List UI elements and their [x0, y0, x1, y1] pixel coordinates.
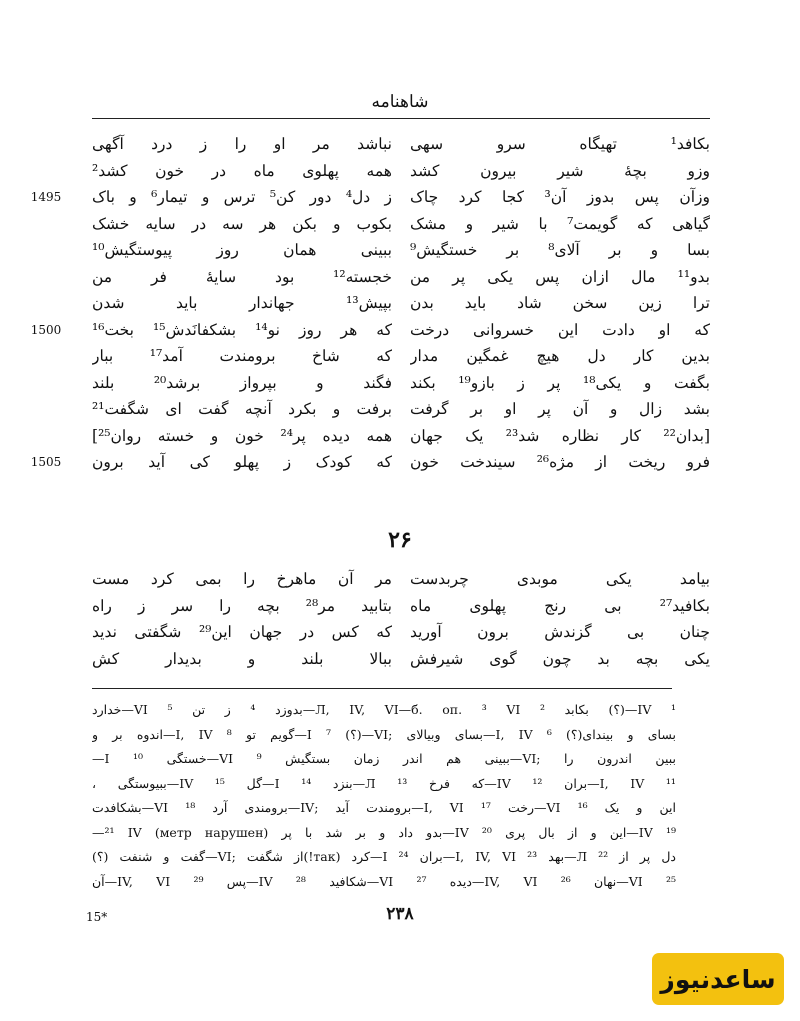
- verse-row: [92, 158, 710, 185]
- verse-row: [92, 593, 710, 620]
- verse-row: [92, 343, 710, 370]
- hemistich-left: خجسته¹² بود سایهٔ فر من: [92, 267, 392, 286]
- footnote-line: ¹⁹ IV—این و از بال پری ²⁰ IV—بدو داد و بر شد با پر (метр нарушен) ²¹ IV—: [92, 824, 676, 840]
- footnotes: [92, 698, 676, 894]
- verse-row: [92, 370, 710, 397]
- hemistich-left: ز دل⁴ دور کن⁵ ترس و تیمار⁶ و باک: [92, 188, 392, 206]
- page-signature: 15*: [86, 910, 108, 924]
- hemistich-right: بکافید²⁷ بی رنج پهلوی ماه: [410, 596, 710, 615]
- verse-row: [30, 317, 710, 344]
- hemistich-left: برفت و بکرد آنچه گفت ای شگفت²¹: [92, 400, 392, 418]
- hemistich-right: بشد زال و آن پر او بر گرفت: [410, 400, 710, 418]
- footnote-line: ²⁵ VI—نهان ²⁶ IV, VI—دیده ²⁷ VI—شکافید ²⁸ IV—پس ²⁹ IV, VI—آن: [92, 873, 676, 889]
- hemistich-left: نباشد مر او را ز درد آگهی: [92, 135, 392, 153]
- hemistich-left: بکوب و بکن هر سه در سایه خشک: [92, 214, 392, 233]
- hemistich-left: بپیش¹³ جهاندار باید شدن: [92, 294, 392, 312]
- hemistich-left: مر آن ماهرخ را بمی کرد مست: [92, 570, 392, 588]
- hemistich-right: بیامد یکی موبدی چربدست: [410, 570, 710, 588]
- hemistich-right: فرو ریخت از مژه²⁶ سیندخت خون: [410, 453, 710, 471]
- hemistich-left: همه دیده پر²⁴ خون و خسته روان²⁵]: [92, 426, 392, 445]
- verse-block-top: [30, 131, 710, 476]
- verse-row: [30, 184, 710, 211]
- hemistich-left: بتابید مر²⁸ بچه را سر ز راه: [92, 596, 392, 615]
- hemistich-right: بکافد¹ تهیگاه سرو سهی: [410, 135, 710, 153]
- verse-row: [92, 131, 710, 158]
- verse-line-number: 1500: [30, 322, 62, 337]
- hemistich-right: ترا زین سخن شاد باید بدن: [410, 294, 710, 312]
- verse-row: [92, 211, 710, 238]
- hemistich-right: یکی بچه بد چون گوی شیرفش: [410, 649, 710, 668]
- hemistich-left: که شاخ برومندت آمد¹⁷ ببار: [92, 347, 392, 365]
- footnote-line: ¹¹ I, IV—بران ¹² IV—که فرخ ¹³ Л—بنزد ¹⁴ I—گل ¹⁵ IV—ببیوستگی ،: [92, 775, 676, 791]
- verse-row: [92, 290, 710, 317]
- hemistich-right: که او دادت این خسروانی درخت: [410, 320, 710, 339]
- verse-row: [30, 449, 710, 476]
- hemistich-right: بسا و بر آلای⁸ بر خستگیش⁹: [410, 241, 710, 259]
- verse-row: [92, 646, 710, 673]
- verse-line-number: 1495: [30, 190, 62, 204]
- hemistich-left: فگند و بپرواز برشد²⁰ بلند: [92, 373, 392, 392]
- hemistich-left: که هر روز نو¹⁴ بشکفانَدش¹⁵ بخت¹⁶: [92, 320, 392, 339]
- footnote-line: ¹ IV—(؟) بکابد ² Л, IV, VI—б. оп. ³ VI—بدوزد ⁴ ز تن ⁵ VI—خدارد: [92, 702, 676, 717]
- hemistich-right: بدین کار دل هیچ غمگین مدار: [410, 347, 710, 365]
- hemistich-right: بگفت و یکی¹⁸ پر ز بازو¹⁹ بکند: [410, 373, 710, 392]
- footnote-line: بسای و بیندای(؟) ⁶ I, IV—بسای وبیالای ;VI—(؟) ⁷ I—گویم تو ⁸ I, IV—اندوه بر و: [92, 726, 676, 742]
- watermark-logo: ساعدنیوز: [652, 953, 784, 1005]
- verse-row: [92, 396, 710, 423]
- verse-row: [92, 566, 710, 593]
- hemistich-right: بدو¹¹ مال ازان پس یکی پر من: [410, 267, 710, 286]
- hemistich-left: که کس در جهان این²⁹ شگفتی ندید: [92, 623, 392, 641]
- page-number: ۲۳۸: [386, 904, 414, 924]
- verse-block-bottom: [92, 566, 710, 672]
- verse-row: [92, 423, 710, 450]
- hemistich-left: ببینی همان روز پیوستگیش¹⁰: [92, 241, 392, 259]
- hemistich-right: [بدان²² کار نظاره شد²³ یک جهان: [410, 426, 710, 445]
- hemistich-left: که کودک ز پهلو کی آید برون: [92, 453, 392, 471]
- verse-row: [92, 237, 710, 264]
- verse-line-number: 1505: [30, 455, 62, 469]
- section-number: ۲۶: [388, 527, 412, 553]
- footnote-line: دل پر از ²² Л—بهد ²³ I, IV, VI—بران ²⁴ I—کرد (так!)از شگفت ;VI—گفت و شنفت (؟): [92, 849, 676, 864]
- footnote-line: این و یک ¹⁶ VI—رخت ¹⁷ I, VI—برومندت آید ;IV—برومندی آرد ¹⁸ VI—بشکافدت: [92, 800, 676, 815]
- verse-row: [92, 619, 710, 646]
- hemistich-right: چنان بی گزندش برون آورید: [410, 623, 710, 641]
- page-header-title: شاهنامه: [371, 92, 429, 112]
- verse-row: [92, 264, 710, 291]
- hemistich-right: گیاهی که گویمت⁷ با شیر و مشک: [410, 214, 710, 233]
- hemistich-left: ببالا بلند و بدیدار کش: [92, 649, 392, 668]
- footnote-line: ببین اندرون را ;VI—ببینی هم اندر زمان بستگیش ⁹ VI—خستگی ¹⁰ I—: [92, 751, 676, 766]
- footnote-rule: [92, 688, 672, 689]
- hemistich-left: همه پهلوی ماه در خون کشد²: [92, 161, 392, 180]
- header-rule: [92, 118, 710, 119]
- hemistich-right: وزآن پس بدوز آن³ کجا کرد چاک: [410, 188, 710, 206]
- hemistich-right: وزو بچهٔ شیر بیرون کشد: [410, 161, 710, 180]
